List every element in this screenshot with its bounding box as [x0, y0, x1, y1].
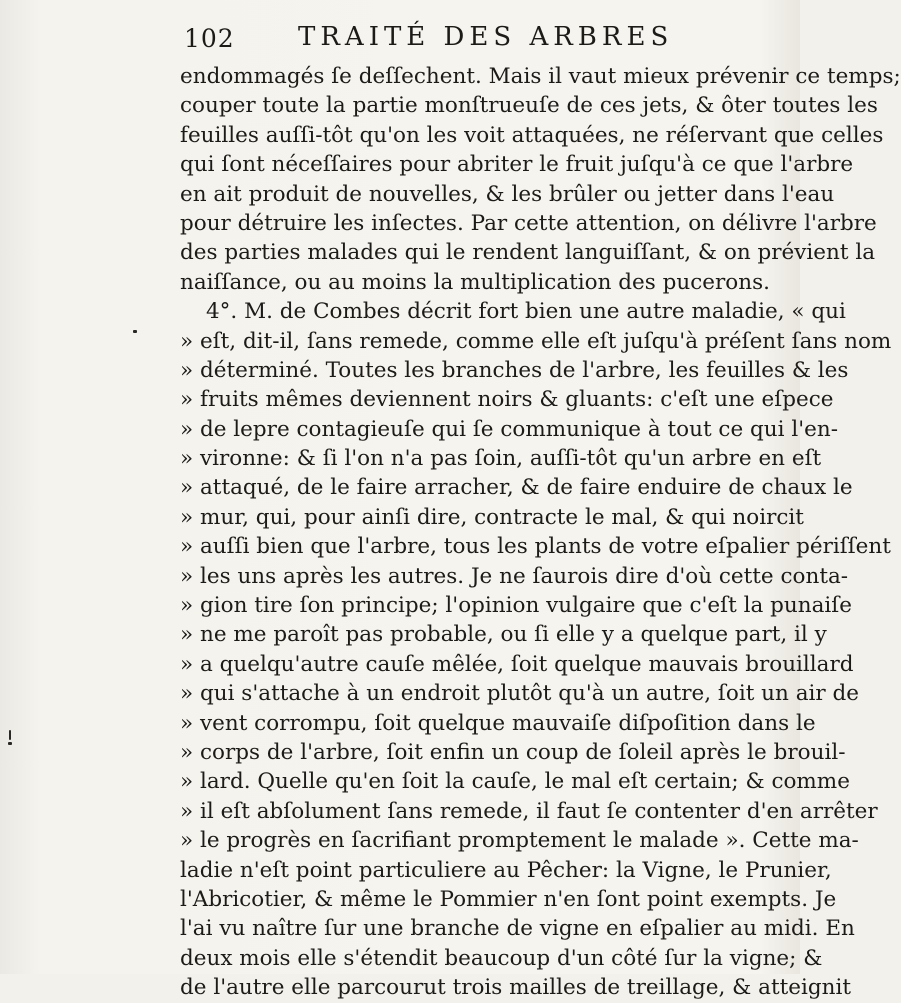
text-line: deux mois elle s'étendit beaucoup d'un côté ſur la vigne; &: [180, 945, 823, 971]
text-line: en ait produit de nouvelles, & les brûler ou jetter dans l'eau: [180, 181, 835, 207]
text-line: ladie n'eſt point particuliere au Pêcher: la Vigne, le Prunier,: [180, 857, 832, 883]
text-line: » vironne: & ſi l'on n'a pas ſoin, auſſi-tôt qu'un arbre en eſt: [180, 446, 822, 472]
text-line: » le progrès en ſacrifiant promptement le malade ». Cette ma-: [180, 828, 859, 854]
text-line: endommagés ſe deſſechent. Mais il vaut mieux prévenir ce temps;: [180, 64, 901, 89]
text-line: » corps de l'arbre, ſoit enfin un coup de ſoleil après le brouil-: [180, 739, 846, 765]
text-line: pour détruire les inſectes. Par cette attention, on délivre l'arbre: [180, 210, 877, 236]
body-text: [180, 62, 901, 1003]
text-line: » vent corrompu, ſoit quelque mauvaiſe diſpoſition dans le: [180, 710, 816, 736]
page-number: 102: [184, 24, 235, 53]
paragraph-first-line: 4°. M. de Combes décrit fort bien une autre maladie, « qui: [206, 299, 846, 325]
text-line: » déterminé. Toutes les branches de l'arbre, les feuilles & les: [180, 357, 849, 383]
text-line: » gion tire ſon principe; l'opinion vulgaire que c'eſt la punaiſe: [180, 593, 852, 619]
text-line: naiſſance, ou au moins la multiplication des pucerons.: [180, 269, 770, 295]
text-line: » il eſt abſolument ſans remede, il faut ſe contenter d'en arrêter: [180, 798, 878, 824]
text-line: » qui s'attache à un endroit plutôt qu'à un autre, ſoit un air de: [180, 681, 859, 707]
text-line: » lard. Quelle qu'en ſoit la cauſe, le mal eſt certain; & comme: [180, 769, 850, 795]
text-line: » fruits mêmes deviennent noirs & gluants: c'eſt une eſpece: [180, 387, 834, 413]
text-line: » auſſi bien que l'arbre, tous les plants de votre eſpalier périſſent: [180, 534, 891, 560]
ink-speck: [133, 330, 137, 333]
text-line: des parties malades qui le rendent languiſſant, & on prévient la: [180, 240, 876, 266]
ink-speck: [8, 742, 12, 745]
text-line: » a quelqu'autre cauſe mêlée, ſoit quelque mauvais brouillard: [180, 651, 854, 677]
text-line: » attaqué, de le faire arracher, & de faire enduire de chaux le: [180, 475, 853, 501]
running-title: TRAITÉ DES ARBRES: [298, 22, 674, 52]
text-line: couper toute la partie monſtrueuſe de ces jets, & ôter toutes les: [180, 93, 878, 119]
text-line: » mur, qui, pour ainſi dire, contracte le mal, & qui noircit: [180, 504, 804, 530]
text-line: » les uns après les autres. Je ne ſaurois dire d'où cette conta-: [180, 563, 849, 589]
text-line: » ne me paroît pas probable, ou ſi elle y a quelque part, il y: [180, 622, 827, 648]
text-line: de l'autre elle parcourut trois mailles de treillage, & atteignit: [180, 975, 851, 1001]
text-line: l'ai vu naître ſur une branche de vigne en eſpalier au midi. En: [180, 916, 855, 942]
text-line: » de lepre contagieuſe qui ſe communique à tout ce qui l'en-: [180, 416, 838, 442]
ink-speck: [9, 730, 11, 740]
text-line: qui ſont néceſſaires pour abriter le fruit juſqu'à ce que l'arbre: [180, 152, 854, 178]
text-line: l'Abricotier, & même le Pommier n'en ſont point exempts. Je: [180, 886, 837, 912]
text-line: feuilles auſſi-tôt qu'on les voit attaquées, ne réſervant que celles: [180, 122, 884, 148]
running-head: [178, 18, 778, 58]
text-line: » eſt, dit-il, ſans remede, comme elle eſt juſqu'à préſent ſans nom: [180, 328, 892, 354]
